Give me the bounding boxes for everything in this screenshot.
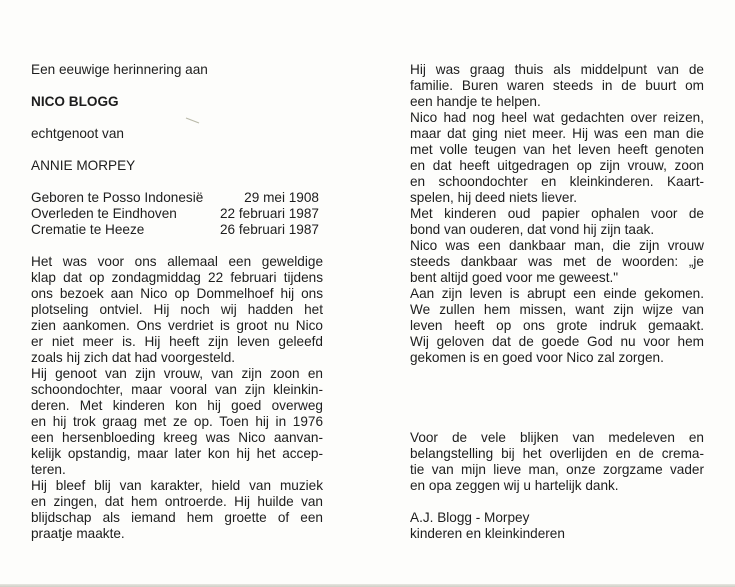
body-line: bond van ouderen, dat vond hij zijn taak. bbox=[410, 222, 655, 237]
body-line: en dat heeft uitgedragen op zijn vrouw, zoon bbox=[410, 158, 704, 173]
body-line: praatje maakte. bbox=[31, 526, 125, 541]
body-line: teren. bbox=[31, 462, 66, 477]
body-line: maar dat ging niet meer. Hij was een man die bbox=[410, 126, 704, 141]
event-date: 26 februari 1987 bbox=[219, 222, 319, 237]
body-line: met volle teugen van het leven heeft genoten bbox=[410, 142, 704, 157]
event-label: Overleden te Eindhoven bbox=[31, 206, 177, 221]
event-death bbox=[31, 206, 319, 222]
body-line: We zullen hem missen, want zijn wijze van bbox=[410, 302, 704, 317]
event-date: 22 februari 1987 bbox=[219, 206, 319, 221]
event-date: 29 mei 1908 bbox=[244, 190, 319, 205]
event-label: Geboren te Posso Indonesië bbox=[31, 190, 204, 205]
body-line: Met kinderen oud papier ophalen voor de bbox=[410, 206, 704, 221]
body-line: bent altijd goed voor me geweest." bbox=[410, 270, 619, 285]
body-line: leven heeft op ons grote indruk gemaakt. bbox=[410, 318, 704, 333]
event-cremation bbox=[31, 222, 319, 238]
signature-family: kinderen en kleinkinderen bbox=[410, 526, 565, 541]
thanks-line: tie van mijn lieve man, onze zorgzame vader bbox=[410, 462, 704, 477]
body-line: ons bezoek aan Nico op Dommelhoef hij ons bbox=[31, 286, 323, 301]
body-line: Nico had nog heel wat gedachten over reizen, bbox=[410, 110, 704, 125]
body-line: en hij trok graag met ze op. Toen hij in 1976 bbox=[31, 414, 323, 429]
body-line: Nico was een dankbaar man, die zijn vrouw bbox=[410, 238, 704, 253]
signature: A.J. Blogg - Morpey bbox=[410, 510, 530, 525]
event-label: Crematie te Heeze bbox=[31, 222, 145, 237]
body-line: schoondochter, maar vooral van zijn kleinkin- bbox=[31, 382, 323, 397]
body-line: kelijk opstandig, maar later kon hij het accep- bbox=[31, 446, 323, 461]
body-line: een hersenbloeding kreeg was Nico aanvan- bbox=[31, 430, 323, 445]
event-birth bbox=[31, 190, 319, 206]
body-line: er niet meer is. Hij heeft zijn leven geleefd bbox=[31, 334, 323, 349]
body-line: steeds dankbaar was met de woorden: „je bbox=[410, 254, 704, 269]
body-line: deren. Met kinderen kon hij goed overweg bbox=[31, 398, 323, 413]
body-line: klap dat op zondagmiddag 22 februari tijdens bbox=[31, 270, 323, 285]
intro-text: Een eeuwige herinnering aan bbox=[31, 62, 208, 77]
thanks-line: Voor de vele blijken van medeleven en bbox=[410, 430, 704, 445]
body-line: Hij was graag thuis als middelpunt van de bbox=[410, 62, 704, 77]
paper-fold-mark bbox=[185, 117, 201, 125]
body-line: en zingen, dat hem ontroerde. Hij huilde van bbox=[31, 494, 323, 509]
body-line: Hij genoot van zijn vrouw, van zijn zoon en bbox=[31, 366, 323, 381]
body-line: spelen, hij deed niets liever. bbox=[410, 190, 578, 205]
relation-text: echtgenoot van bbox=[31, 126, 124, 141]
spouse-name: ANNIE MORPEY bbox=[31, 158, 136, 173]
body-line: zien aankomen. Ons verdriet is groot nu Nico bbox=[31, 318, 323, 333]
body-line: Aan zijn leven is abrupt een einde gekomen. bbox=[410, 286, 704, 301]
body-line: zoals hij zich dat had voorgesteld. bbox=[31, 350, 236, 365]
body-line: gekomen is en goed voor Nico zal zorgen. bbox=[410, 350, 664, 365]
thanks-line: belangstelling bij het overlijden en de crema- bbox=[410, 446, 704, 461]
body-line: Hij bleef blij van karakter, hield van muziek bbox=[31, 478, 323, 493]
deceased-name: NICO BLOGG bbox=[31, 94, 119, 109]
body-line: plotseling ontviel. Hij noch wij hadden het bbox=[31, 302, 323, 317]
body-line: blijdschap als iemand hem groette of een bbox=[31, 510, 323, 525]
body-line: familie. Buren waren steeds in de buurt om bbox=[410, 78, 704, 93]
thanks-line: en opa zeggen wij u hartelijk dank. bbox=[410, 478, 619, 493]
body-line: Het was voor ons allemaal een geweldige bbox=[31, 254, 323, 269]
body-line: Wij geloven dat de goede God nu voor hem bbox=[410, 334, 704, 349]
body-line: een handje te helpen. bbox=[410, 94, 541, 109]
body-line: en schoondochter en kleinkinderen. Kaart- bbox=[410, 174, 704, 189]
